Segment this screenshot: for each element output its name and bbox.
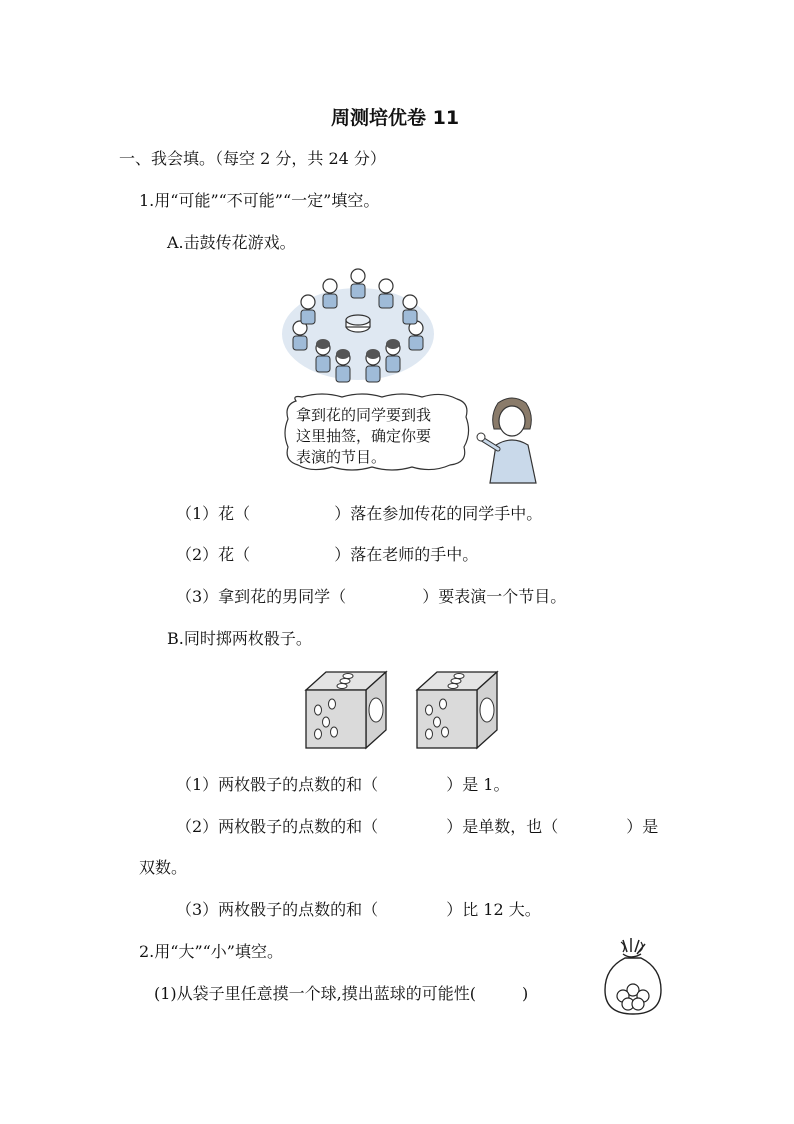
question-2-item-1-post: ) bbox=[522, 984, 529, 1003]
part-b-item-1 bbox=[176, 775, 509, 795]
part-a-item-3-pre: （3）拿到花的男同学（ bbox=[176, 587, 347, 606]
question-2-item-1 bbox=[154, 984, 528, 1004]
part-b-item-2 bbox=[176, 817, 658, 837]
part-a-item-3 bbox=[176, 587, 566, 607]
part-a-item-2-post: ）落在老师的手中。 bbox=[334, 545, 479, 564]
part-a-item-1-post: ）落在参加传花的同学手中。 bbox=[334, 504, 543, 523]
part-b-item-2-pre: （2）两枚骰子的点数的和（ bbox=[176, 817, 379, 836]
question-1-prompt: 1.用“可能”“不可能”“一定”填空。 bbox=[139, 191, 380, 210]
part-b-item-1-pre: （1）两枚骰子的点数的和（ bbox=[176, 775, 379, 794]
question-2-item-1-pre: (1)从袋子里任意摸一个球,摸出蓝球的可能性( bbox=[154, 984, 476, 1003]
dice-icon bbox=[304, 670, 388, 750]
part-a-heading: A.击鼓传花游戏。 bbox=[167, 233, 296, 252]
bubble-line-3: 表演的节目。 bbox=[296, 448, 387, 466]
part-b-item-1-post: ）是 1。 bbox=[446, 775, 510, 794]
part-b-item-3 bbox=[176, 900, 541, 920]
part-b-heading: B.同时掷两枚骰子。 bbox=[167, 629, 312, 648]
part-a-item-3-post: ）要表演一个节目。 bbox=[422, 587, 567, 606]
children-circle-illustration bbox=[278, 266, 438, 386]
part-a-item-1 bbox=[176, 504, 542, 524]
part-b-item-2-mid: ）是单数，也（ bbox=[446, 817, 559, 836]
part-b-item-2-continued: 双数。 bbox=[139, 858, 188, 877]
part-a-item-1-pre: （1）花（ bbox=[176, 504, 251, 523]
part-a-item-2-pre: （2）花（ bbox=[176, 545, 251, 564]
page-title: 周测培优卷 11 bbox=[331, 107, 460, 129]
teacher-illustration bbox=[476, 395, 546, 485]
section-heading: 一、我会填。（每空 2 分，共 24 分） bbox=[119, 149, 386, 168]
bubble-line-2: 这里抽签，确定你要 bbox=[296, 427, 432, 445]
part-b-item-3-post: ）比 12 大。 bbox=[446, 900, 541, 919]
part-b-item-2-post: ）是 bbox=[626, 817, 659, 836]
question-2-prompt: 2.用“大”“小”填空。 bbox=[139, 942, 283, 961]
ball-bag-illustration bbox=[601, 938, 665, 1018]
part-a-item-2 bbox=[176, 545, 478, 565]
bubble-line-1: 拿到花的同学要到我 bbox=[296, 406, 432, 424]
part-b-item-3-pre: （3）两枚骰子的点数的和（ bbox=[176, 900, 379, 919]
dice-icon bbox=[415, 670, 499, 750]
